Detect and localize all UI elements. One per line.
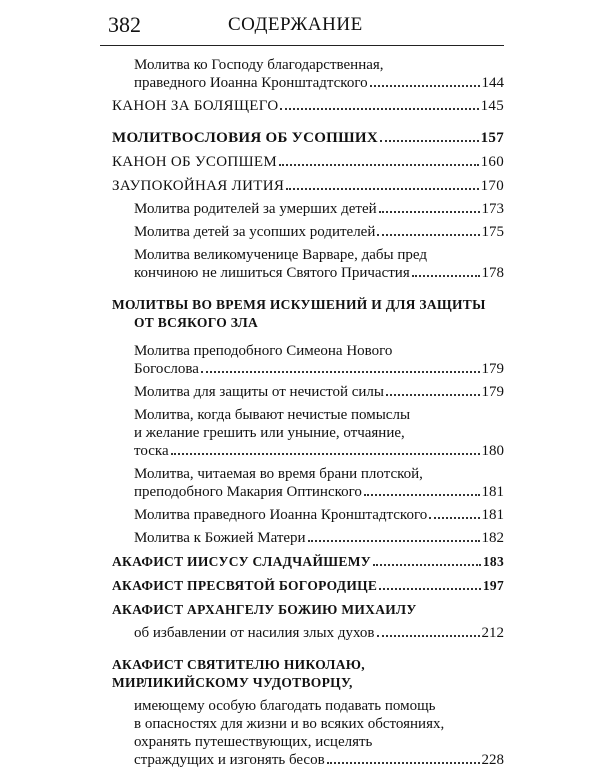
toc-entry-children-prayer[interactable]: [112, 223, 504, 241]
leader-dots: [377, 234, 479, 236]
toc-page-number: 173: [481, 201, 504, 217]
leader-dots: [201, 371, 480, 373]
toc-entry-line: праведного Иоанна Кронштадтского: [134, 75, 368, 91]
table-of-contents: [112, 56, 504, 774]
toc-page-number: 197: [482, 578, 504, 593]
leader-dots: [412, 275, 480, 277]
toc-entry-line: Молитва ко Господу благодарственная,: [134, 57, 384, 73]
toc-entry-title: МОЛИТВОСЛОВИЯ ОБ УСОПШИХ: [112, 130, 379, 146]
leader-dots: [308, 540, 480, 542]
toc-section-heading: [112, 296, 504, 332]
toc-page-number: 182: [481, 530, 504, 546]
toc-entry-line: преподобного Макария Оптинского: [134, 484, 362, 500]
toc-entry-thoughts-prayer[interactable]: [112, 406, 504, 460]
toc-entry-title: Молитва праведного Иоанна Кронштадтского: [134, 507, 428, 523]
toc-entry-john-kronstadt-prayer[interactable]: [112, 506, 504, 524]
section-heading-line: МОЛИТВЫ ВО ВРЕМЯ ИСКУШЕНИЙ И ДЛЯ ЗАЩИТЫ: [112, 297, 486, 312]
toc-entry-line: Молитва, читаемая во время брани плотской,: [134, 466, 423, 482]
toc-entry-line: в опасностях для жизни и во всяких обстояниях,: [134, 716, 445, 732]
leader-dots: [386, 394, 480, 396]
toc-page-number: 175: [481, 224, 504, 240]
toc-entry-canon-departed[interactable]: [112, 153, 504, 171]
leader-dots: [171, 453, 480, 455]
toc-page-number: 180: [481, 443, 504, 459]
toc-entry-evil-spirits[interactable]: [112, 624, 504, 642]
toc-entry-title: АКАФИСТ ПРЕСВЯТОЙ БОГОРОДИЦЕ: [112, 578, 378, 593]
leader-dots: [429, 517, 479, 519]
leader-dots: [370, 85, 480, 87]
toc-entry-canon-sick[interactable]: [112, 97, 504, 115]
section-heading-line: АКАФИСТ АРХАНГЕЛУ БОЖИЮ МИХАИЛУ: [112, 602, 417, 617]
toc-entry-line: Богослова: [134, 361, 199, 377]
toc-section-heading: [112, 601, 504, 619]
toc-entry-litia[interactable]: [112, 177, 504, 195]
leader-dots: [327, 762, 480, 764]
leader-dots: [364, 494, 480, 496]
toc-entry-line: охранять путешествующих, исцелять: [134, 734, 373, 750]
page-number: 382: [108, 12, 141, 37]
toc-entry-akathist-jesus[interactable]: [112, 553, 504, 571]
toc-page-number: 170: [480, 178, 504, 194]
toc-page-number: 179: [481, 384, 504, 400]
header-rule: [100, 45, 504, 46]
toc-entry-title: Молитва детей за усопших родителей: [134, 224, 376, 240]
toc-entry-nicholas-grace[interactable]: [112, 697, 504, 769]
toc-entry-barbara-prayer[interactable]: [112, 246, 504, 282]
toc-entry-title: КАНОН ОБ УСОПШЕМ: [112, 154, 278, 170]
toc-entry-line: тоска: [134, 443, 169, 459]
toc-entry-akathist-theotokos[interactable]: [112, 577, 504, 595]
toc-entry-prayers-departed[interactable]: [112, 129, 504, 147]
toc-entry-line: Молитва, когда бывают нечистые помыслы: [134, 407, 411, 423]
toc-entry-parents-prayer[interactable]: [112, 200, 504, 218]
leader-dots: [373, 564, 481, 566]
toc-entry-line: страждущих и изгонять бесов: [134, 752, 325, 768]
toc-entry-protection-prayer[interactable]: [112, 383, 504, 401]
toc-entry-line: кончиною не лишиться Святого Причастия: [134, 265, 410, 281]
toc-entry-line: имеющему особую благодать подавать помощь: [134, 698, 436, 714]
toc-page-number: 181: [481, 507, 504, 523]
toc-entry-line: Молитва преподобного Симеона Нового: [134, 343, 393, 359]
toc-page-number: 144: [481, 75, 504, 91]
toc-entry-line: Молитва великомученице Варваре, дабы пред: [134, 247, 427, 263]
toc-page-number: 181: [481, 484, 504, 500]
section-heading-line: МИРЛИКИЙСКОМУ ЧУДОТВОРЦУ,: [112, 675, 353, 690]
toc-entry-title: об избавлении от насилия злых духов: [134, 625, 375, 641]
toc-entry-thanksgiving-prayer[interactable]: [112, 56, 504, 92]
toc-entry-theotokos-prayer[interactable]: [112, 529, 504, 547]
toc-entry-makarios-prayer[interactable]: [112, 465, 504, 501]
toc-section-heading: [112, 656, 504, 692]
page-title: СОДЕРЖАНИЕ: [228, 14, 363, 35]
toc-entry-simeon-prayer[interactable]: [112, 342, 504, 378]
leader-dots: [377, 635, 480, 637]
leader-dots: [286, 188, 478, 190]
leader-dots: [279, 164, 479, 166]
leader-dots: [380, 140, 479, 142]
toc-entry-title: АКАФИСТ ИИСУСУ СЛАДЧАЙШЕМУ: [112, 554, 371, 569]
toc-page-number: 228: [481, 752, 504, 768]
section-heading-line: АКАФИСТ СВЯТИТЕЛЮ НИКОЛАЮ,: [112, 657, 365, 672]
toc-entry-title: ЗАУПОКОЙНАЯ ЛИТИЯ: [112, 178, 285, 194]
toc-page-number: 212: [481, 625, 504, 641]
toc-page-number: 179: [481, 361, 504, 377]
page-header: [108, 8, 504, 42]
leader-dots: [379, 588, 481, 590]
section-heading-line: ОТ ВСЯКОГО ЗЛА: [134, 315, 259, 330]
toc-page-number: 157: [480, 130, 504, 146]
toc-entry-line: и желание грешить или уныние, отчаяние,: [134, 425, 405, 441]
leader-dots: [379, 211, 480, 213]
toc-page-number: 145: [480, 98, 504, 114]
leader-dots: [280, 108, 478, 110]
toc-entry-title: Молитва для защиты от нечистой силы: [134, 384, 384, 400]
toc-page-number: 178: [481, 265, 504, 281]
toc-page-number: 160: [480, 154, 504, 170]
toc-entry-title: Молитва родителей за умерших детей: [134, 201, 377, 217]
toc-entry-title: Молитва к Божией Матери: [134, 530, 306, 546]
toc-page-number: 183: [482, 554, 504, 569]
toc-entry-title: КАНОН ЗА БОЛЯЩЕГО: [112, 98, 279, 114]
